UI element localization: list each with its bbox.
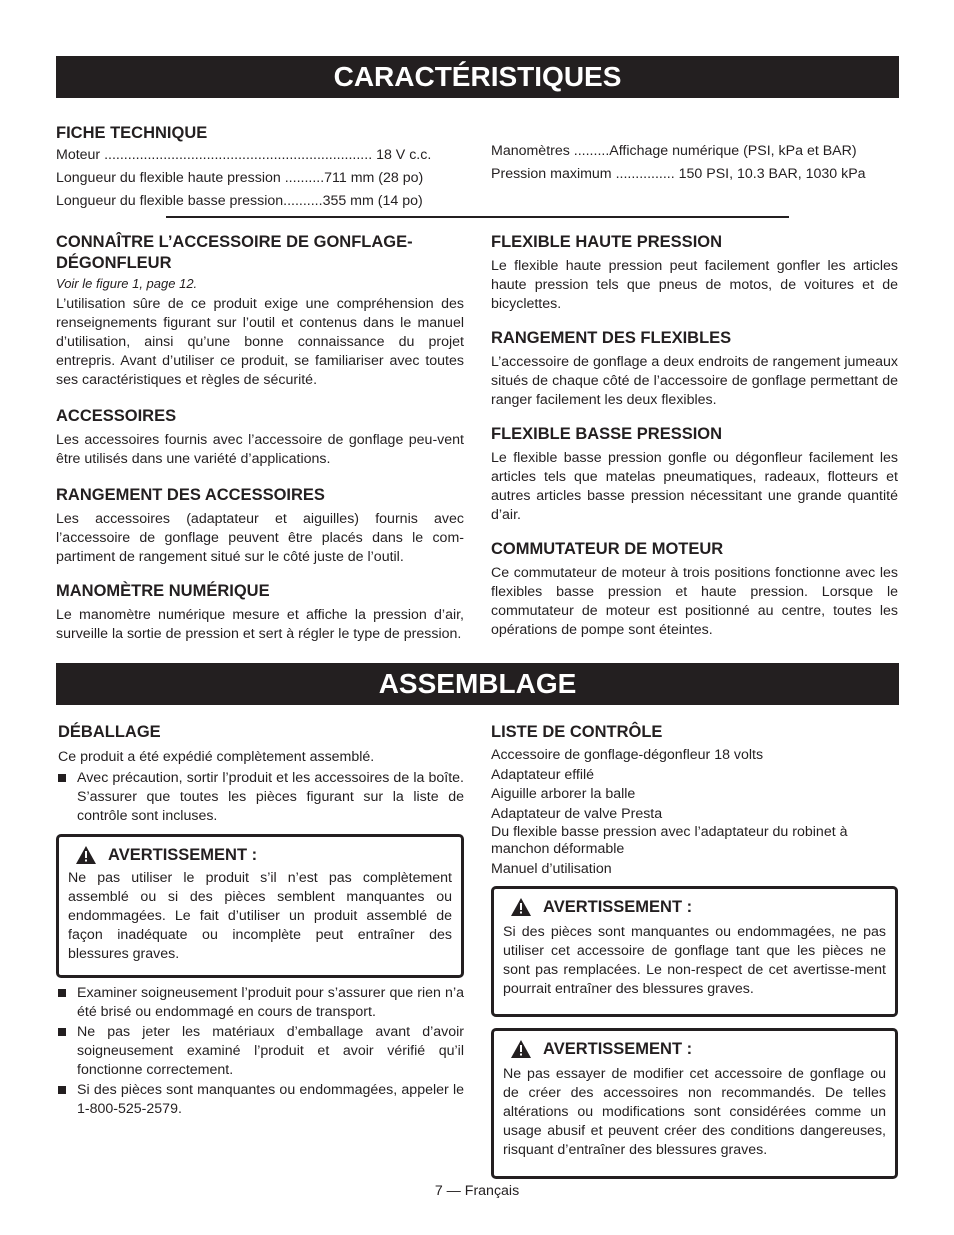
accessories-text: Les accessoires fournis avec l’accessoire de gonflage peu-vent être utilisés dans une variété d’applications. — [56, 432, 464, 467]
unpacking-block — [56, 722, 464, 826]
unpacking-bullets-1 — [56, 769, 464, 826]
high-hose-heading: FLEXIBLE HAUTE PRESSION — [491, 233, 723, 251]
spec-row-max-pressure: Pression maximum ............... 150 PSI, 10.3 BAR, 1030 kPa — [491, 166, 866, 182]
bullet-square-icon — [58, 774, 66, 782]
accessory-storage-text: Les accessoires (adaptateur et aiguilles) fournis avec l’accessoire de gonflage peuvent être placés dans le com-partiment de rangement situé sur le côté juste de l’outil. — [56, 511, 464, 565]
gauge-heading: MANOMÈTRE NUMÉRIQUE — [56, 582, 270, 600]
checklist-heading: LISTE DE CONTRÔLE — [491, 723, 663, 741]
gauge-text: Le manomètre numérique mesure et affiche la pression d’air, surveille la sortie de pression et sert à régler le type de pression. — [56, 607, 464, 642]
unpacking-bullets-block — [56, 984, 464, 1119]
divider-rule — [166, 216, 789, 218]
warning-triangle-icon — [76, 846, 96, 864]
warning-triangle-icon — [511, 898, 531, 916]
warning-box — [56, 834, 464, 978]
know-heading: CONNAÎTRE L’ACCESSOIRE DE GONFLAGE-DÉGONFLEUR — [56, 233, 413, 272]
know-note: Voir le figure 1, page 12. — [56, 276, 198, 291]
bullet-square-icon — [58, 989, 66, 997]
list-item: Du flexible basse pression avec l’adaptateur du robinet à manchon déformable — [491, 824, 848, 857]
know-text: L’utilisation sûre de ce produit exige une compréhension des renseignements figurant sur l’outil et contenus dans le manuel d’utilisation, ainsi qu’une bonne connaissance du projet entrepris. Avant d’utiliser ce produit, se familiariser avec toutes ses caractéristiques et règles de sécurité. — [56, 296, 464, 388]
warning-header — [503, 1039, 886, 1059]
list-item: Examiner soigneusement l’produit pour s’assurer que rien n’a été brisé ou endommagé en cours de transport. — [56, 984, 464, 1022]
accessories-heading: ACCESSOIRES — [56, 407, 177, 425]
motor-switch-text: Ce commutateur de moteur à trois positions fonctionne avec les flexibles basse pression et haute pression. Lorsque le commutateur de moteur est positionné au centre, toutes les opérations de pompe sont éteintes. — [491, 565, 898, 638]
motor-switch-heading: COMMUTATEUR DE MOTEUR — [491, 540, 724, 558]
section-banner-caracteristiques — [56, 56, 899, 98]
bullet-square-icon — [58, 1086, 66, 1094]
accessory-storage-heading: RANGEMENT DES ACCESSOIRES — [56, 486, 325, 504]
features-left-column — [56, 232, 464, 644]
warning-label: AVERTISSEMENT : — [543, 898, 693, 916]
hose-storage-heading: RANGEMENT DES FLEXIBLES — [491, 329, 732, 347]
list-item: Manuel d’utilisation — [491, 861, 612, 877]
warning-label: AVERTISSEMENT : — [108, 846, 258, 864]
unpacking-bullets-2 — [56, 984, 464, 1119]
checklist-items — [491, 746, 898, 880]
section-title: ASSEMBLAGE — [378, 668, 577, 699]
section-title: CARACTÉRISTIQUES — [333, 61, 622, 92]
spec-row-motor: Moteur .................................................................... 18 V c.c. — [56, 147, 432, 163]
page-footer: 7 — Français — [434, 1183, 520, 1199]
checklist-block — [491, 722, 898, 880]
warning-box — [491, 886, 898, 1017]
warning-triangle-icon — [511, 1040, 531, 1058]
warning-text: Ne pas utiliser le produit s’il n’est pas complètement assemblé ou si des pièces semblent manquantes ou endommagées. Le fait d’utiliser un produit assemblé de façon inadéquate ou incomplète peut entraîner des blessures graves. — [68, 870, 452, 962]
warning-header — [68, 845, 452, 865]
bullet-square-icon — [58, 1028, 66, 1036]
specs-right — [491, 140, 898, 186]
list-item: Adaptateur de valve Presta — [491, 805, 663, 822]
specs-left — [56, 123, 464, 213]
specs-heading: FICHE TECHNIQUE — [56, 124, 208, 142]
section-banner-assemblage — [56, 663, 899, 705]
warning-label: AVERTISSEMENT : — [543, 1040, 693, 1058]
list-item: Adaptateur effilé — [491, 766, 595, 783]
low-hose-text: Le flexible basse pression gonfle ou dégonfleur facilement les articles tels que matelas pneumatiques, radeaux, flotteurs et autres articles basse pression nécessitant une grande quantité d’air. — [491, 450, 898, 523]
list-item: Avec précaution, sortir l’produit et les accessoires de la boîte. S’assurer que toutes les pièces figurant sur la liste de contrôle sont incluses. — [56, 769, 464, 826]
list-item: Accessoire de gonflage-dégonfleur 18 volts — [491, 747, 764, 763]
list-item: Si des pièces sont manquantes ou endommagées, appeler le 1-800-525-2579. — [56, 1081, 464, 1119]
unpacking-intro: Ce produit a été expédié complètement assemblé. — [58, 749, 375, 765]
spec-row-gauges: Manomètres .........Affichage numérique (PSI, kPa et BAR) — [491, 143, 857, 159]
high-hose-text: Le flexible haute pression peut facilement gonfler les articles haute pression tels que pneus de motos, de voitures et de bicyclettes. — [491, 258, 898, 312]
list-item: Aiguille arborer la balle — [491, 786, 636, 802]
low-hose-heading: FLEXIBLE BASSE PRESSION — [491, 425, 723, 443]
hose-storage-text: L’accessoire de gonflage a deux endroits de rangement jumeaux situés de chaque côté de l’accessoire de gonflage permettant de ranger facilement les deux flexibles. — [491, 354, 898, 408]
features-right-column — [491, 232, 898, 640]
warning-header — [503, 897, 886, 917]
unpacking-heading: DÉBALLAGE — [58, 723, 161, 741]
warning-text: Ne pas essayer de modifier cet accessoire de gonflage ou de créer des accessoires non recommandés. De telles altérations ou modifications sont considérées comme un usage abusif et peuvent créer des conditions dangereuses, risquant d’entraîner des blessures graves. — [503, 1066, 886, 1158]
spec-row-high-hose: Longueur du flexible haute pression ..........711 mm (28 po) — [56, 170, 424, 186]
warning-text: Si des pièces sont manquantes ou endommagées, ne pas utiliser cet accessoire de gonflage tant que les pièces ne sont pas remplacées. Le non-respect de cet avertisse-ment pourrait entraîner des blessures graves. — [503, 924, 886, 997]
warning-box — [491, 1028, 898, 1179]
list-item: Ne pas jeter les matériaux d’emballage avant d’avoir soigneusement examiné l’produit et avoir vérifié qu’il fonctionne correctement. — [56, 1023, 464, 1080]
spec-row-low-hose: Longueur du flexible basse pression..........355 mm (14 po) — [56, 193, 423, 209]
